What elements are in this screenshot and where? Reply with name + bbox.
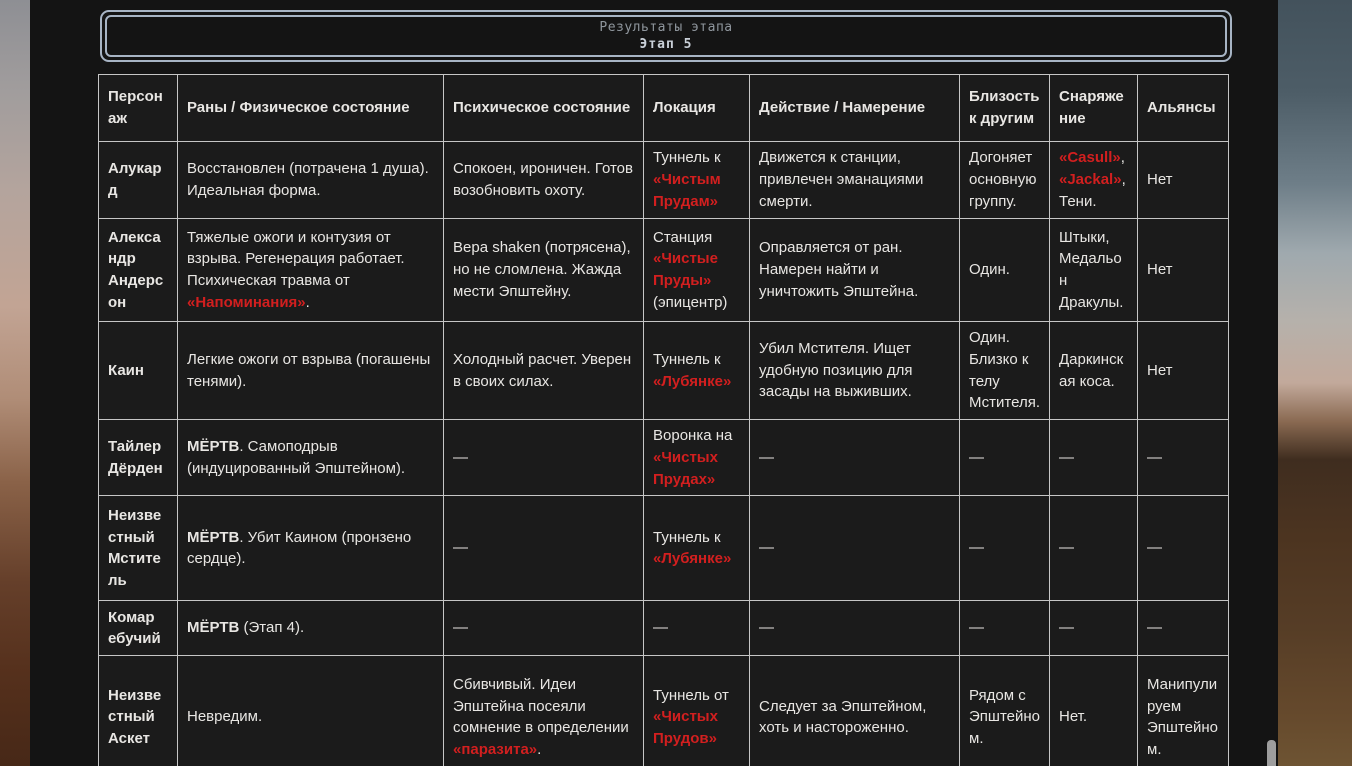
cell-text: — [1059, 619, 1074, 637]
cell-text: Следует за Эпштейном, хоть и настороженно. [759, 697, 927, 737]
table-cell [750, 420, 960, 496]
bold-text: МЁРТВ [187, 528, 240, 546]
cell-text: — [759, 539, 774, 557]
cell-text: Нет. [1059, 708, 1088, 726]
table-cell [1050, 496, 1138, 601]
scrollbar-thumb[interactable] [1267, 740, 1276, 766]
table-cell [444, 322, 644, 420]
cell-text: — [1059, 539, 1074, 557]
cell-text: Рядом с Эпштейном. [969, 686, 1040, 748]
table-cell [960, 420, 1050, 496]
cell-text: Движется к станции, привлечен эманациями смерти. [759, 149, 924, 210]
cell-text: — [969, 448, 984, 466]
table-cell [1138, 601, 1229, 656]
cell-text: , Тени. [1059, 171, 1126, 210]
column-header-1: Раны / Физическое состояние [178, 75, 444, 142]
content-panel [30, 0, 1278, 766]
table-cell [1138, 656, 1229, 766]
table-row [99, 219, 1229, 322]
cell-text: Спокоен, ироничен. Готов возобновить охоту. [453, 160, 633, 199]
cell-text: — [1147, 448, 1162, 466]
table-cell [960, 656, 1050, 766]
bold-text: МЁРТВ [187, 619, 240, 637]
cell-text: — [453, 539, 468, 557]
cell-text: Тяжелые ожоги и контузия от взрыва. Регенерация работает. Психическая травма от [187, 228, 405, 289]
table-cell [1050, 420, 1138, 496]
cell-text: — [1147, 619, 1162, 637]
column-header-3: Локация [644, 75, 750, 142]
bold-text: Неизвестный Мститель [108, 506, 162, 589]
table-row [99, 601, 1229, 656]
cell-text: Оправляется от ран. Намерен найти и уничтожить Эпштейна. [759, 239, 919, 300]
cell-text: Штыки, Медальон Дракулы. [1059, 228, 1124, 311]
highlight-red: «Чистых Прудах» [653, 448, 718, 488]
column-header-4: Действие / Намерение [750, 75, 960, 142]
table-header-row [99, 75, 1229, 142]
cell-text: — [969, 539, 984, 557]
stage-number: Этап 5 [639, 37, 693, 52]
cell-text: Один. Близко к телу Мстителя. [969, 329, 1041, 412]
cell-text: Легкие ожоги от взрыва (погашены тенями). [187, 350, 431, 390]
cell-text: . Самоподрыв (индуцированный Эпштейном). [187, 437, 406, 477]
cell-text: Туннель к [653, 149, 721, 167]
highlight-red: «Casull» [1059, 149, 1121, 167]
table-cell [750, 601, 960, 656]
table-cell [178, 601, 444, 656]
table-cell [1050, 601, 1138, 656]
table-cell [444, 496, 644, 601]
cell-text: Вера shaken (потрясена), но не сломлена. Жажда мести Эпштейну. [453, 239, 631, 300]
cell-text: Даркинская коса. [1059, 350, 1124, 390]
bold-text: Комар ебучий [108, 608, 161, 648]
character-name-cell [99, 656, 178, 766]
cell-text: Нет [1147, 171, 1173, 189]
cell-text: Убил Мстителя. Ищет удобную позицию для засады на выживших. [759, 339, 913, 401]
cell-text: — [453, 448, 468, 466]
column-header-2: Психическое состояние [444, 75, 644, 142]
table-cell [1050, 656, 1138, 766]
cell-text: . Убит Каином (пронзено сердце). [187, 528, 412, 568]
cell-text: Сбивчивый. Идеи Эпштейна посеяли сомнение в определении [453, 675, 629, 737]
bold-text: МЁРТВ [187, 437, 240, 455]
cell-text: Невредим. [187, 708, 263, 726]
table-cell [178, 322, 444, 420]
table-cell [644, 601, 750, 656]
table-cell [1050, 219, 1138, 322]
table-cell [750, 656, 960, 766]
table-cell [178, 142, 444, 219]
stage-results-box-inner [105, 15, 1227, 57]
table-cell [1138, 496, 1229, 601]
table-cell [178, 656, 444, 766]
highlight-red: «Чистые Пруды» [653, 250, 718, 289]
table-cell [750, 322, 960, 420]
cell-text: Нет [1147, 361, 1173, 379]
bold-text: Алукард [108, 160, 162, 199]
cell-text: — [969, 619, 984, 637]
highlight-red: «Напоминания» [187, 293, 306, 311]
character-name-cell [99, 219, 178, 322]
table-row [99, 142, 1229, 219]
cell-text: Холодный расчет. Уверен в своих силах. [453, 350, 632, 390]
cell-text: Воронка на [653, 427, 733, 444]
highlight-red: «Чистых Прудов» [653, 708, 718, 748]
table-cell [444, 601, 644, 656]
stage-results-title: Результаты этапа [599, 20, 733, 35]
cell-text: — [1147, 539, 1162, 557]
cell-text: — [453, 619, 468, 637]
table-cell [444, 420, 644, 496]
table-cell [444, 219, 644, 322]
cell-text: , [1120, 149, 1125, 167]
cell-text: Нет [1147, 261, 1173, 279]
cell-text: Туннель от [653, 686, 729, 704]
table-cell [960, 322, 1050, 420]
cell-text: — [1059, 448, 1074, 466]
table-cell [444, 142, 644, 219]
cell-text: Восстановлен (потрачена 1 душа). Идеальная форма. [187, 160, 429, 199]
cell-text: Туннель к [653, 350, 721, 368]
table-cell [644, 142, 750, 219]
cell-text: . [537, 741, 542, 758]
table-cell [178, 420, 444, 496]
cell-text: — [759, 619, 774, 637]
table-cell [1138, 142, 1229, 219]
table-cell [644, 656, 750, 766]
character-name-cell [99, 142, 178, 219]
character-name-cell [99, 322, 178, 420]
cell-text: Туннель к [653, 528, 721, 546]
column-header-7: Альянсы [1138, 75, 1229, 142]
table-cell [750, 219, 960, 322]
table-cell [750, 496, 960, 601]
table-body [99, 142, 1229, 766]
table-cell [644, 219, 750, 322]
table-row [99, 656, 1229, 766]
highlight-red: «паразита» [453, 741, 538, 758]
cell-text: — [759, 448, 774, 466]
highlight-red: «Лубянке» [653, 550, 732, 568]
table-cell [1138, 219, 1229, 322]
table-row [99, 322, 1229, 420]
bold-text: Неизвестный Аскет [108, 686, 162, 748]
table-cell [960, 601, 1050, 656]
bold-text: Тайлер Дёрден [108, 437, 163, 477]
character-name-cell [99, 601, 178, 656]
highlight-red: «Jackal» [1059, 171, 1122, 189]
table-cell [178, 496, 444, 601]
column-header-6: Снаряжение [1050, 75, 1138, 142]
cell-text: — [653, 619, 668, 637]
bold-text: Каин [108, 361, 144, 379]
column-header-5: Близость к другим [960, 75, 1050, 142]
column-header-0: Персонаж [99, 75, 178, 142]
cell-text: . [305, 293, 310, 311]
table-cell [750, 142, 960, 219]
results-table [98, 74, 1229, 766]
table-row [99, 496, 1229, 601]
table-cell [1050, 322, 1138, 420]
stage-results-box [100, 10, 1232, 62]
character-name-cell [99, 420, 178, 496]
table-cell [1138, 322, 1229, 420]
cell-text: Один. [969, 261, 1010, 279]
character-name-cell [99, 496, 178, 601]
table-header-cells [99, 75, 1229, 142]
cell-text: Догоняет основную группу. [969, 149, 1037, 210]
table-cell [644, 496, 750, 601]
highlight-red: «Чистым Прудам» [653, 171, 721, 210]
table-cell [1050, 142, 1138, 219]
table-cell [960, 219, 1050, 322]
table-cell [644, 420, 750, 496]
table-row [99, 420, 1229, 496]
table-cell [444, 656, 644, 766]
cell-text: (эпицентр) [653, 293, 728, 311]
table-cell [960, 496, 1050, 601]
highlight-red: «Лубянке» [653, 372, 732, 390]
table-cell [960, 142, 1050, 219]
table-cell [178, 219, 444, 322]
table-cell [1138, 420, 1229, 496]
table-cell [644, 322, 750, 420]
cell-text: Манипулируем Эпштейном. [1147, 675, 1218, 758]
cell-text: Станция [653, 228, 713, 246]
bold-text: Александр Андерсон [108, 228, 164, 311]
cell-text: (Этап 4). [239, 619, 305, 637]
